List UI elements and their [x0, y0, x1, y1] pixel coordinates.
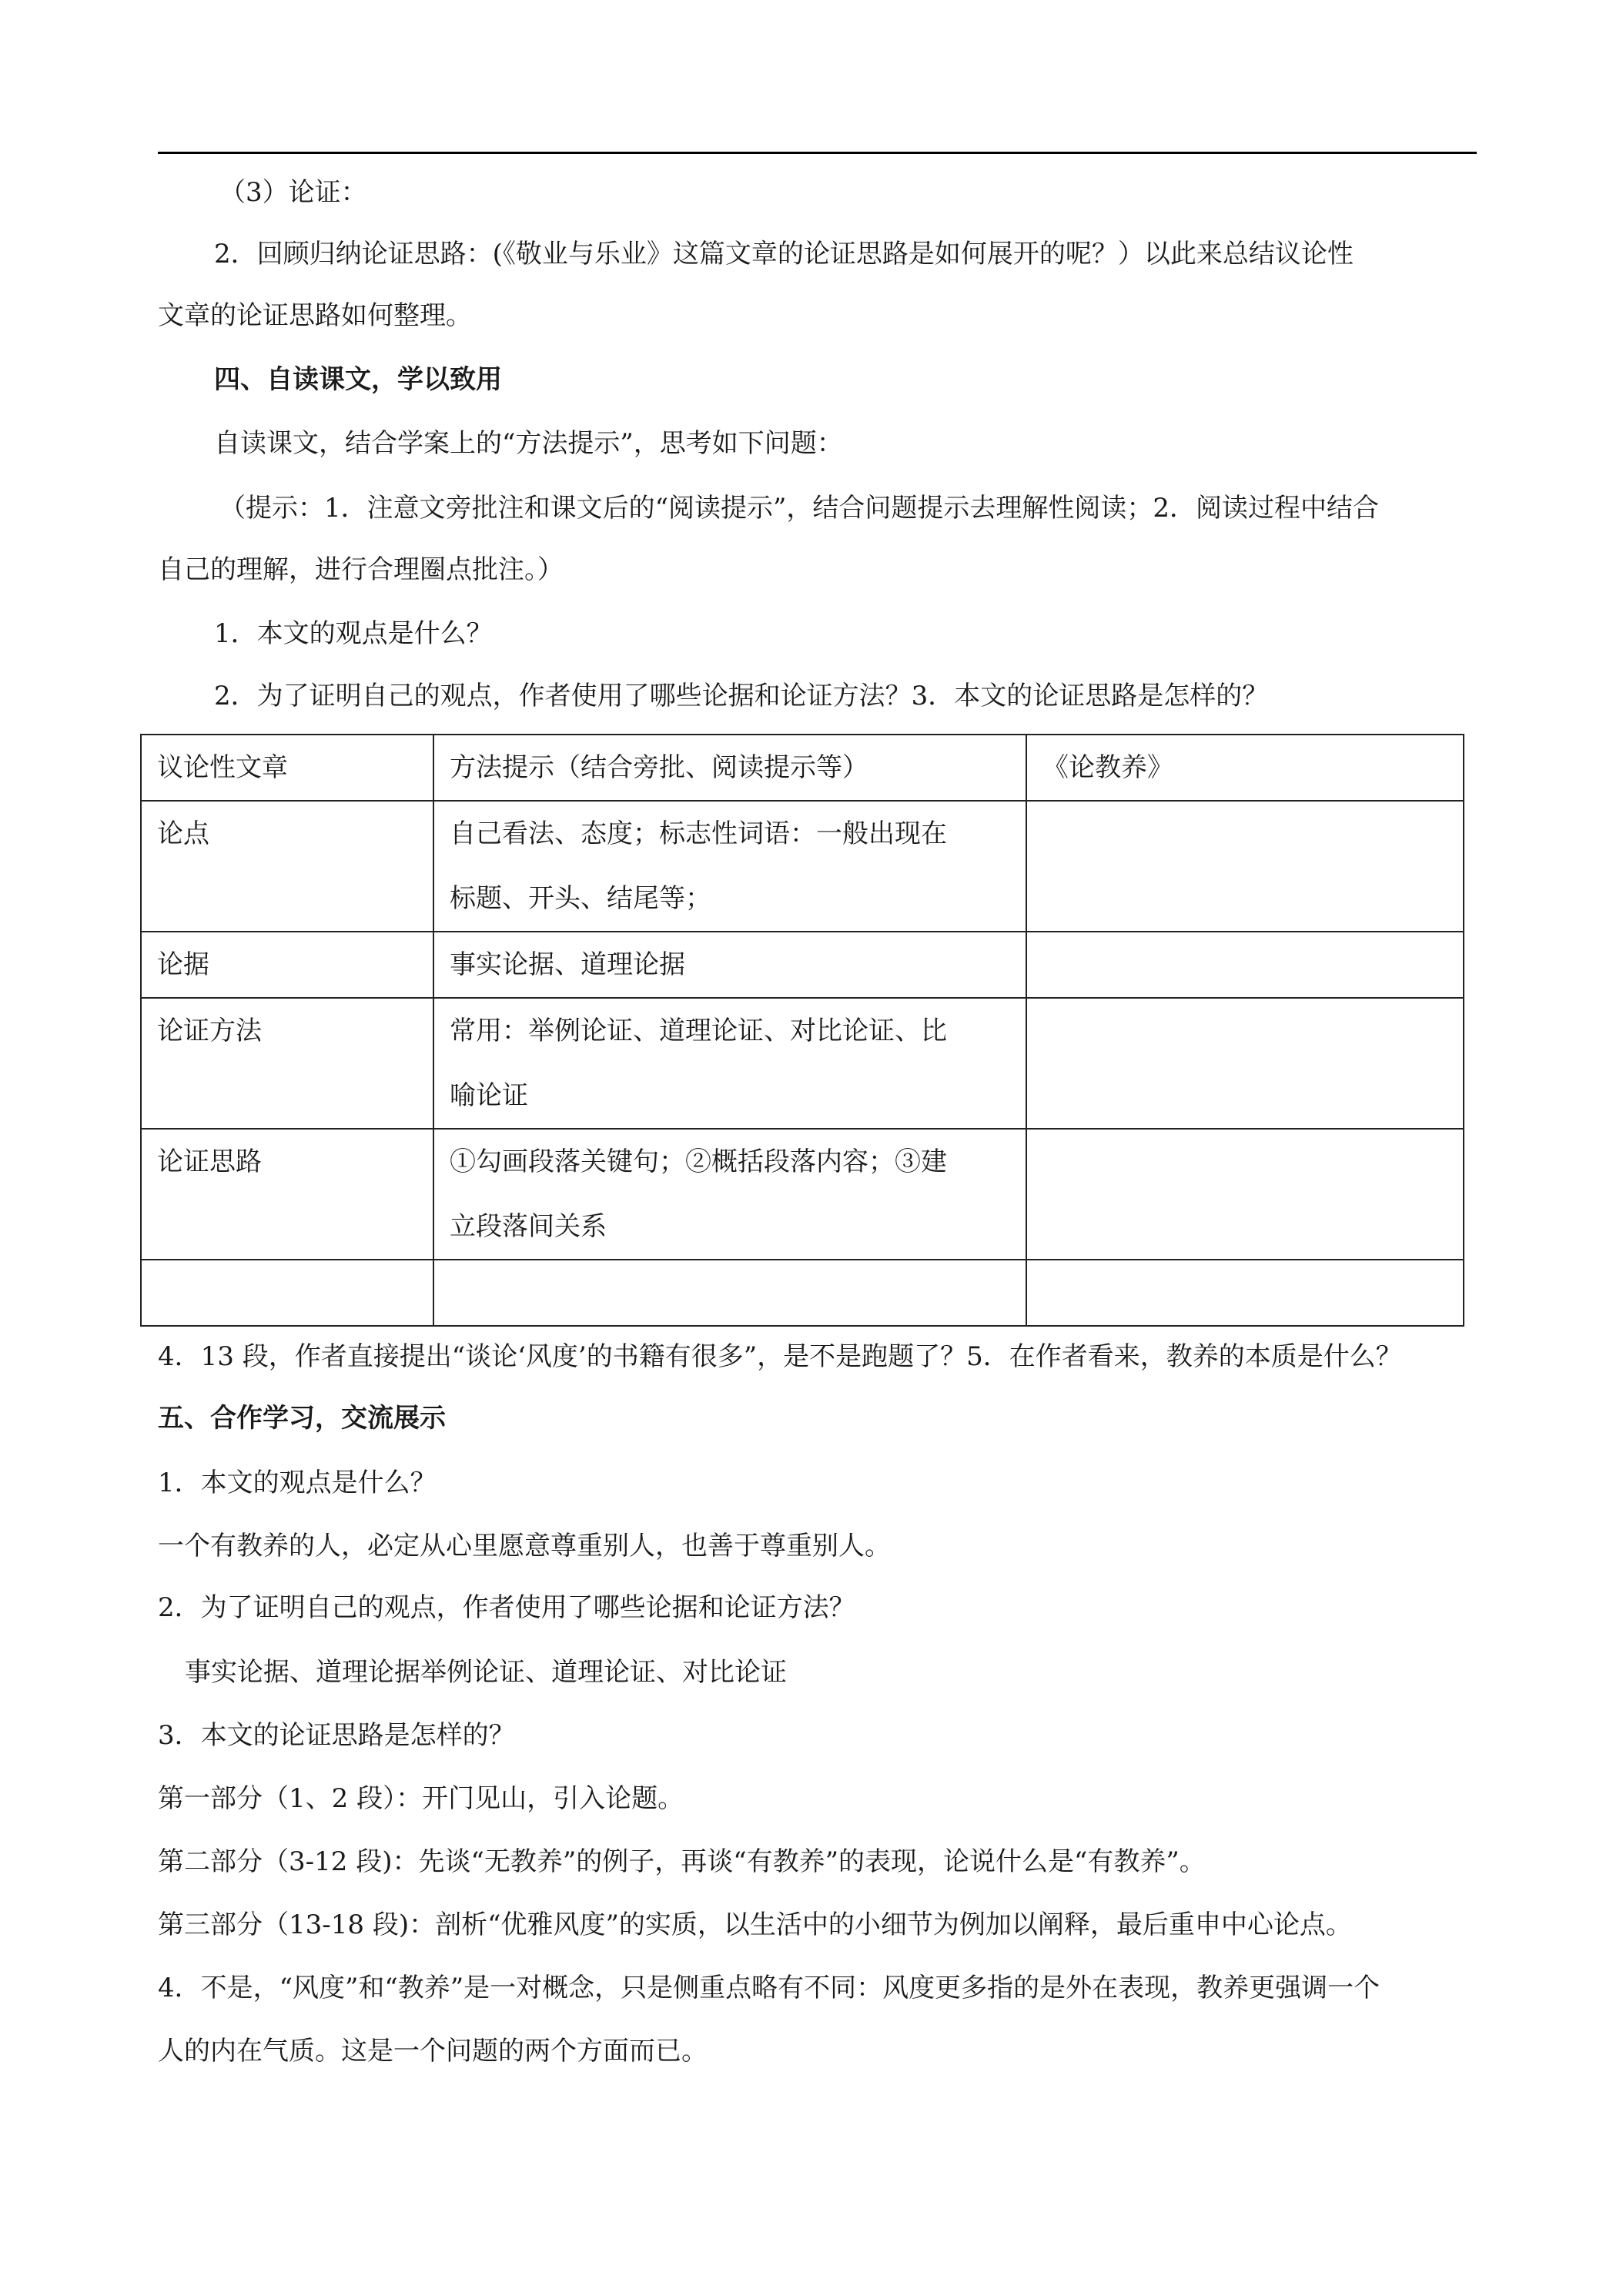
text-line: 1．本文的观点是什么？ — [158, 1468, 437, 1498]
table-row — [141, 1260, 1464, 1326]
text-line: 第三部分（13-18 段)：剖析“优雅风度”的实质，以生活中的小细节为例加以阐释，最后重申中心论点。 — [158, 1909, 1352, 1940]
table-cell: 论证方法 — [141, 998, 433, 1129]
table-header-row — [141, 735, 1464, 801]
text-line: 自读课文，结合学案上的“方法提示”，思考如下问题： — [214, 428, 843, 459]
text-line: 2．为了证明自己的观点，作者使用了哪些论据和论证方法？3．本文的论证思路是怎样的？ — [214, 681, 1269, 711]
text-line: 2．为了证明自己的观点，作者使用了哪些论据和论证方法？ — [158, 1592, 855, 1623]
text-line: 文章的论证思路如何整理。 — [158, 300, 472, 331]
text-line: 自己的理解，进行合理圈点批注。） — [158, 554, 564, 585]
text-line: 2．回顾归纳论证思路：(《敬业与乐业》这篇文章的论证思路是如何展开的呢？）以此来总结议论性 — [214, 239, 1354, 269]
table-cell: 论据 — [141, 932, 433, 998]
table-cell: 论点 — [141, 801, 433, 932]
method-table — [140, 734, 1464, 1327]
text-line: 第二部分（3-12 段)：先谈“无教养”的例子，再谈“有教养”的表现，论说什么是“有教养”。 — [158, 1846, 1206, 1877]
table-row — [141, 801, 1464, 932]
text-line: 4．不是，“风度”和“教养”是一对概念，只是侧重点略有不同：风度更多指的是外在表现，教养更强调一个 — [158, 1973, 1380, 2003]
table-row — [141, 1129, 1464, 1260]
table-header-cell: 《论教养》 — [1026, 735, 1464, 801]
text-line: 4．13 段，作者直接提出“谈论‘风度’的书籍有很多”，是不是跑题了？5．在作者看来，教养的本质是什么？ — [158, 1341, 1402, 1372]
table-cell: 论证思路 — [141, 1129, 433, 1260]
answer-cell[interactable] — [1026, 801, 1464, 932]
table-header-cell: 方法提示（结合旁批、阅读提示等） — [433, 735, 1026, 801]
section-heading: 五、合作学习，交流展示 — [158, 1403, 446, 1434]
table-cell — [433, 1260, 1026, 1326]
table-row — [141, 932, 1464, 998]
table-cell — [141, 1260, 433, 1326]
table-cell: 常用：举例论证、道理论证、对比论证、比 喻论证 — [433, 998, 1026, 1129]
text-line: 事实论据、道理论据举例论证、道理论证、对比论证 — [185, 1657, 787, 1688]
table-cell: 事实论据、道理论据 — [433, 932, 1026, 998]
text-line: 一个有教养的人，必定从心里愿意尊重别人，也善于尊重别人。 — [158, 1531, 891, 1561]
answer-cell[interactable] — [1026, 1129, 1464, 1260]
answer-cell[interactable] — [1026, 1260, 1464, 1326]
text-line: （提示：1．注意文旁批注和课文后的“阅读提示”，结合问题提示去理解性阅读；2．阅读过程中结合 — [219, 493, 1380, 524]
text-line: 1．本文的观点是什么？ — [214, 618, 493, 649]
table-cell: ①勾画段落关键句；②概括段落内容；③建 立段落间关系 — [433, 1129, 1026, 1260]
section-heading: 四、自读课文，学以致用 — [214, 364, 502, 395]
text-line: 3．本文的论证思路是怎样的？ — [158, 1720, 515, 1751]
text-line: 人的内在气质。这是一个问题的两个方面而已。 — [158, 2036, 708, 2067]
answer-cell[interactable] — [1026, 998, 1464, 1129]
text-line: 第一部分（1、2 段）：开门见山，引入论题。 — [158, 1783, 684, 1814]
header-rule — [158, 152, 1477, 154]
answer-cell[interactable] — [1026, 932, 1464, 998]
text-line: （3）论证： — [219, 177, 367, 208]
table-row — [141, 998, 1464, 1129]
table-header-cell: 议论性文章 — [141, 735, 433, 801]
table-cell: 自己看法、态度；标志性词语：一般出现在 标题、开头、结尾等； — [433, 801, 1026, 932]
